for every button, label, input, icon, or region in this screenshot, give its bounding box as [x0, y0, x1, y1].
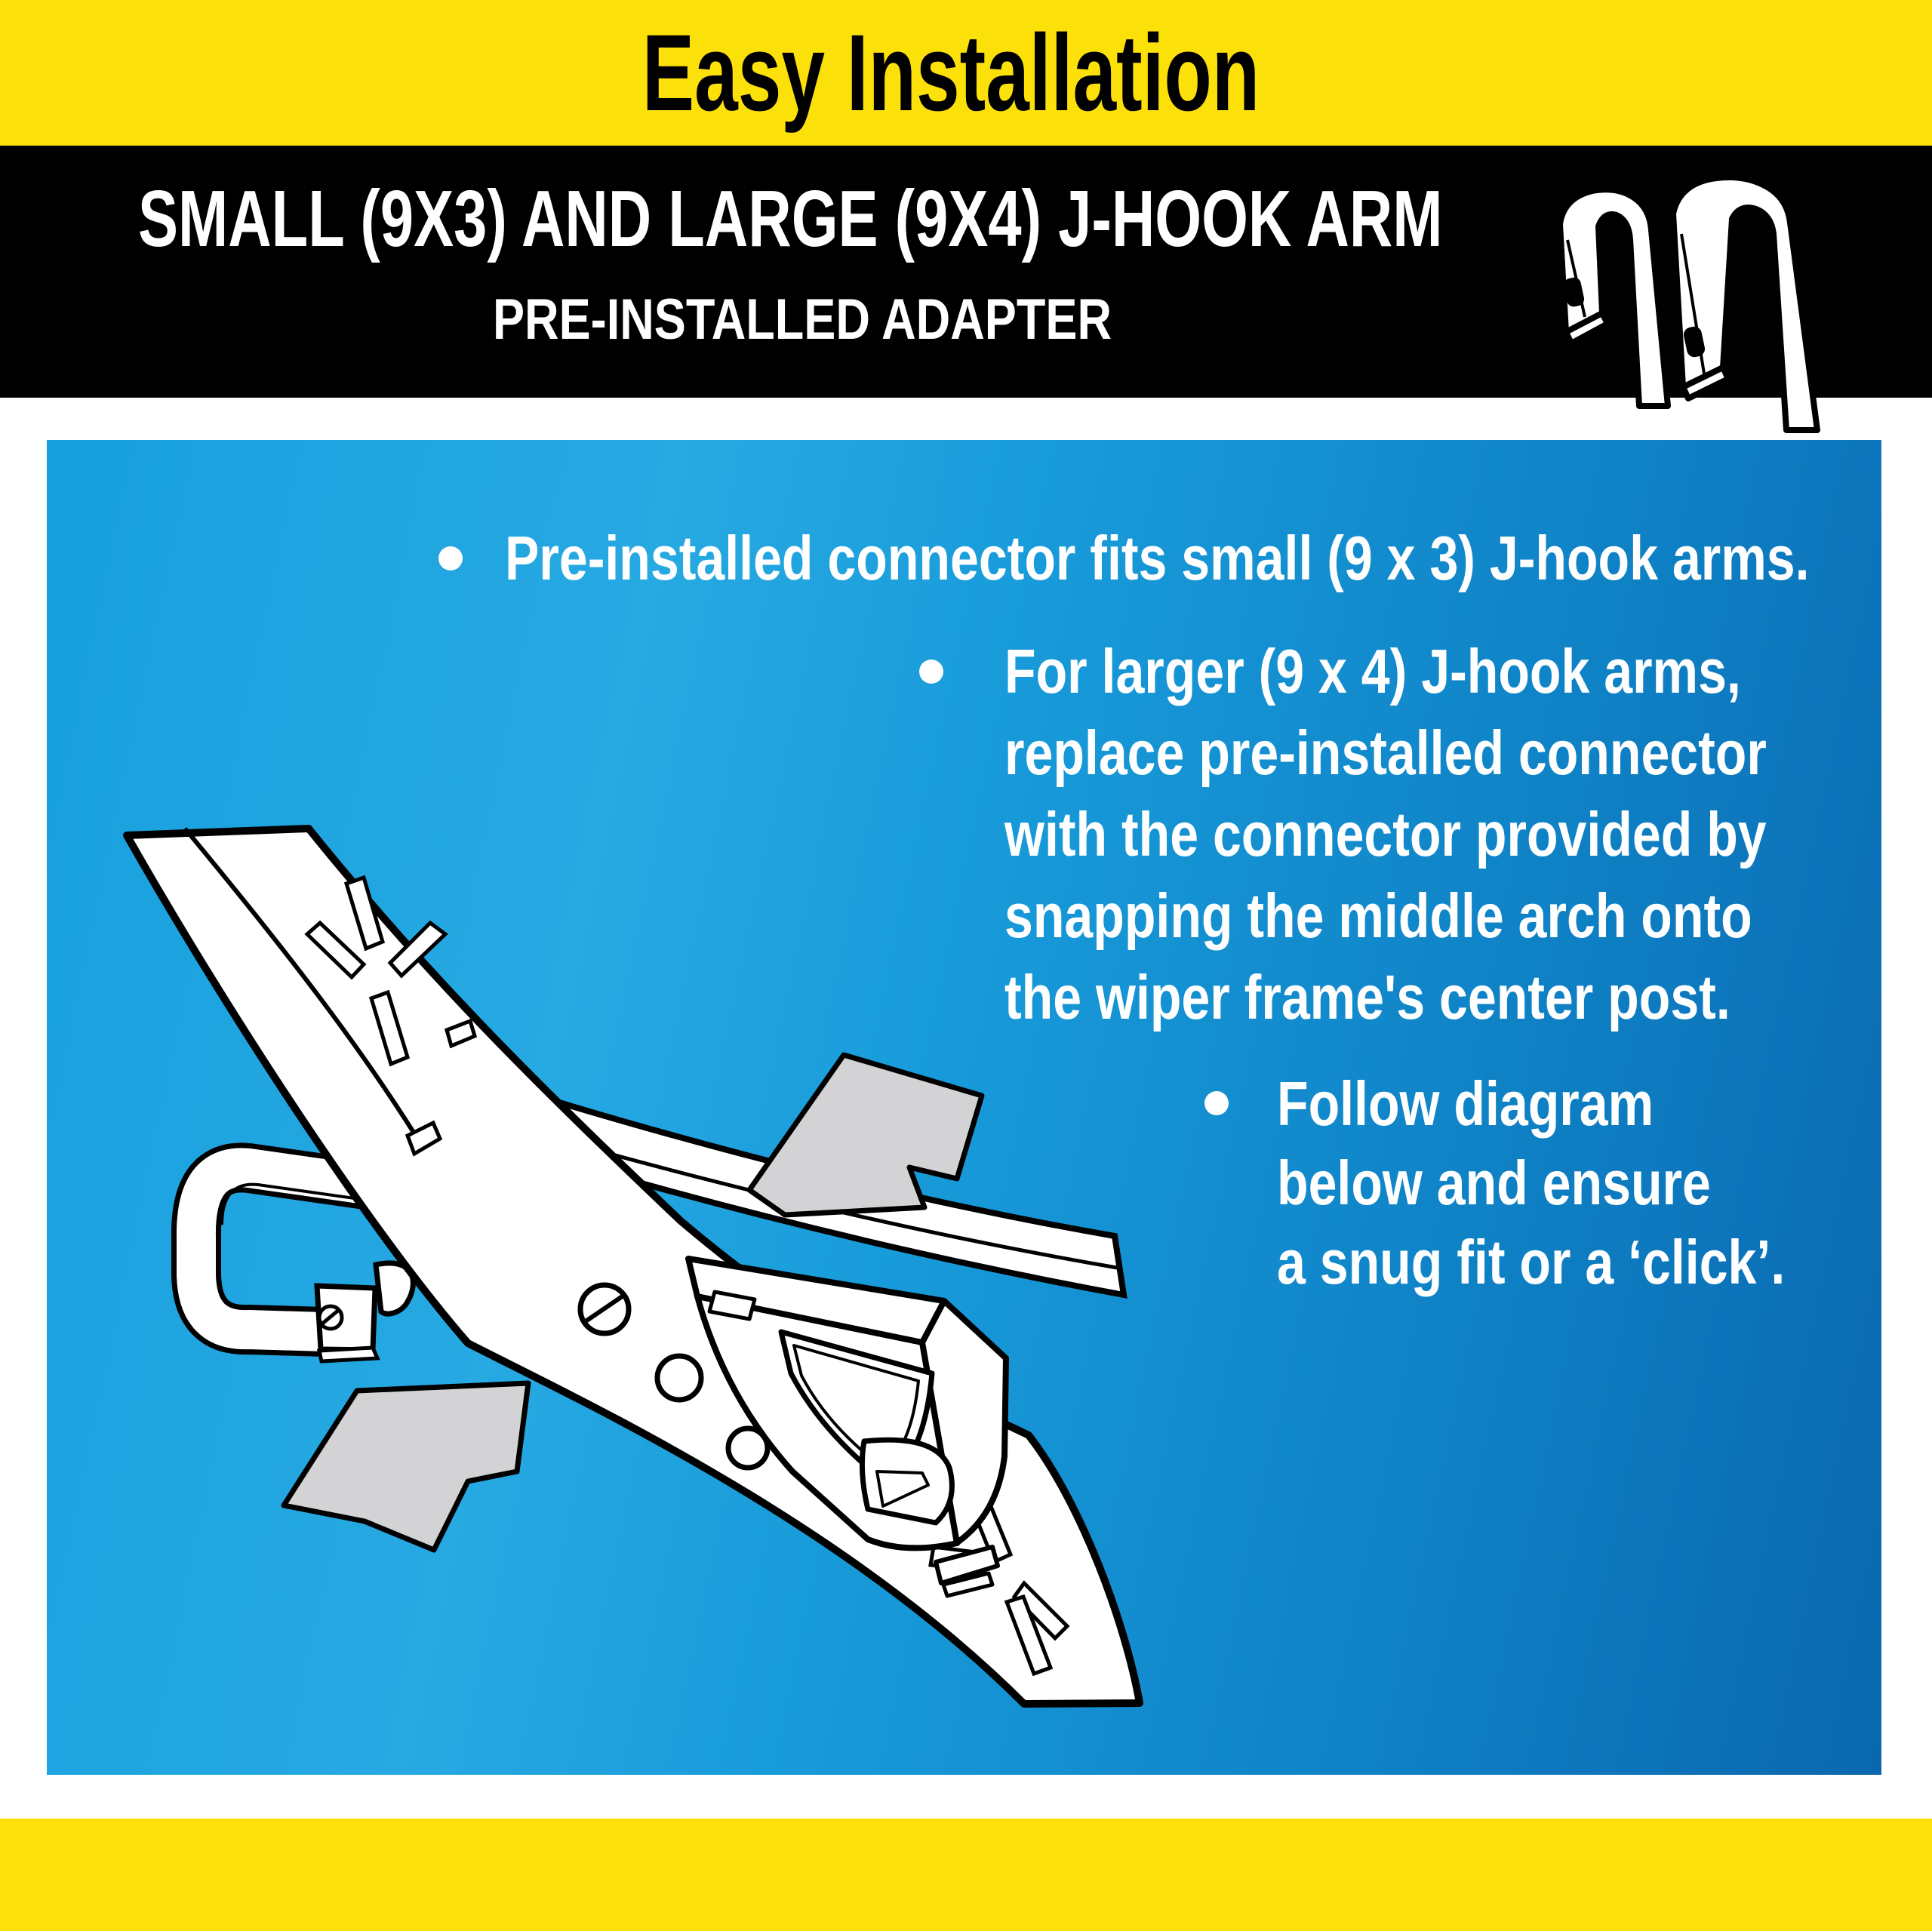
bullet-3-line-1: Follow diagram: [1277, 1069, 1654, 1139]
subheader-subheading: PRE-INSTALLED ADAPTER: [492, 287, 1112, 352]
insert-direction-arrow: [749, 1055, 982, 1215]
subheader-band: [0, 146, 1932, 398]
bullet-2-line-2: replace pre-installed connector: [1004, 718, 1767, 788]
arm-end-block: [317, 1286, 377, 1361]
footer-banner: [0, 1819, 1932, 1931]
bullet-3-line-2: below and ensure: [1277, 1148, 1711, 1218]
j-hook-arms-icon: [1532, 177, 1879, 441]
subheader-heading: SMALL (9X3) AND LARGE (9X4) J-HOOK ARM: [138, 174, 1443, 263]
page-title: Easy Installation: [641, 12, 1260, 134]
bullet-dot: [438, 546, 463, 570]
bullet-2-line-4: snapping the middle arch onto: [1004, 881, 1752, 951]
bullet-dot: [1204, 1091, 1229, 1115]
insert-direction-arrow: [284, 1383, 528, 1550]
header-banner: [0, 0, 1932, 146]
bullet-2-line-5: the wiper frame's center post.: [1004, 962, 1730, 1032]
bullet-3-line-3: a snug fit or a ‘click’.: [1277, 1227, 1786, 1297]
bullet-2-line-3: with the connector provided by: [1004, 799, 1767, 869]
bullet-1-line-1: Pre-installed connector fits small (9 x 3) J-hook arms.: [505, 523, 1810, 593]
bullet-2-line-1: For larger (9 x 4) J-hook arms,: [1004, 636, 1741, 706]
instruction-panel: [47, 440, 1881, 1775]
bullet-dot: [919, 660, 943, 684]
